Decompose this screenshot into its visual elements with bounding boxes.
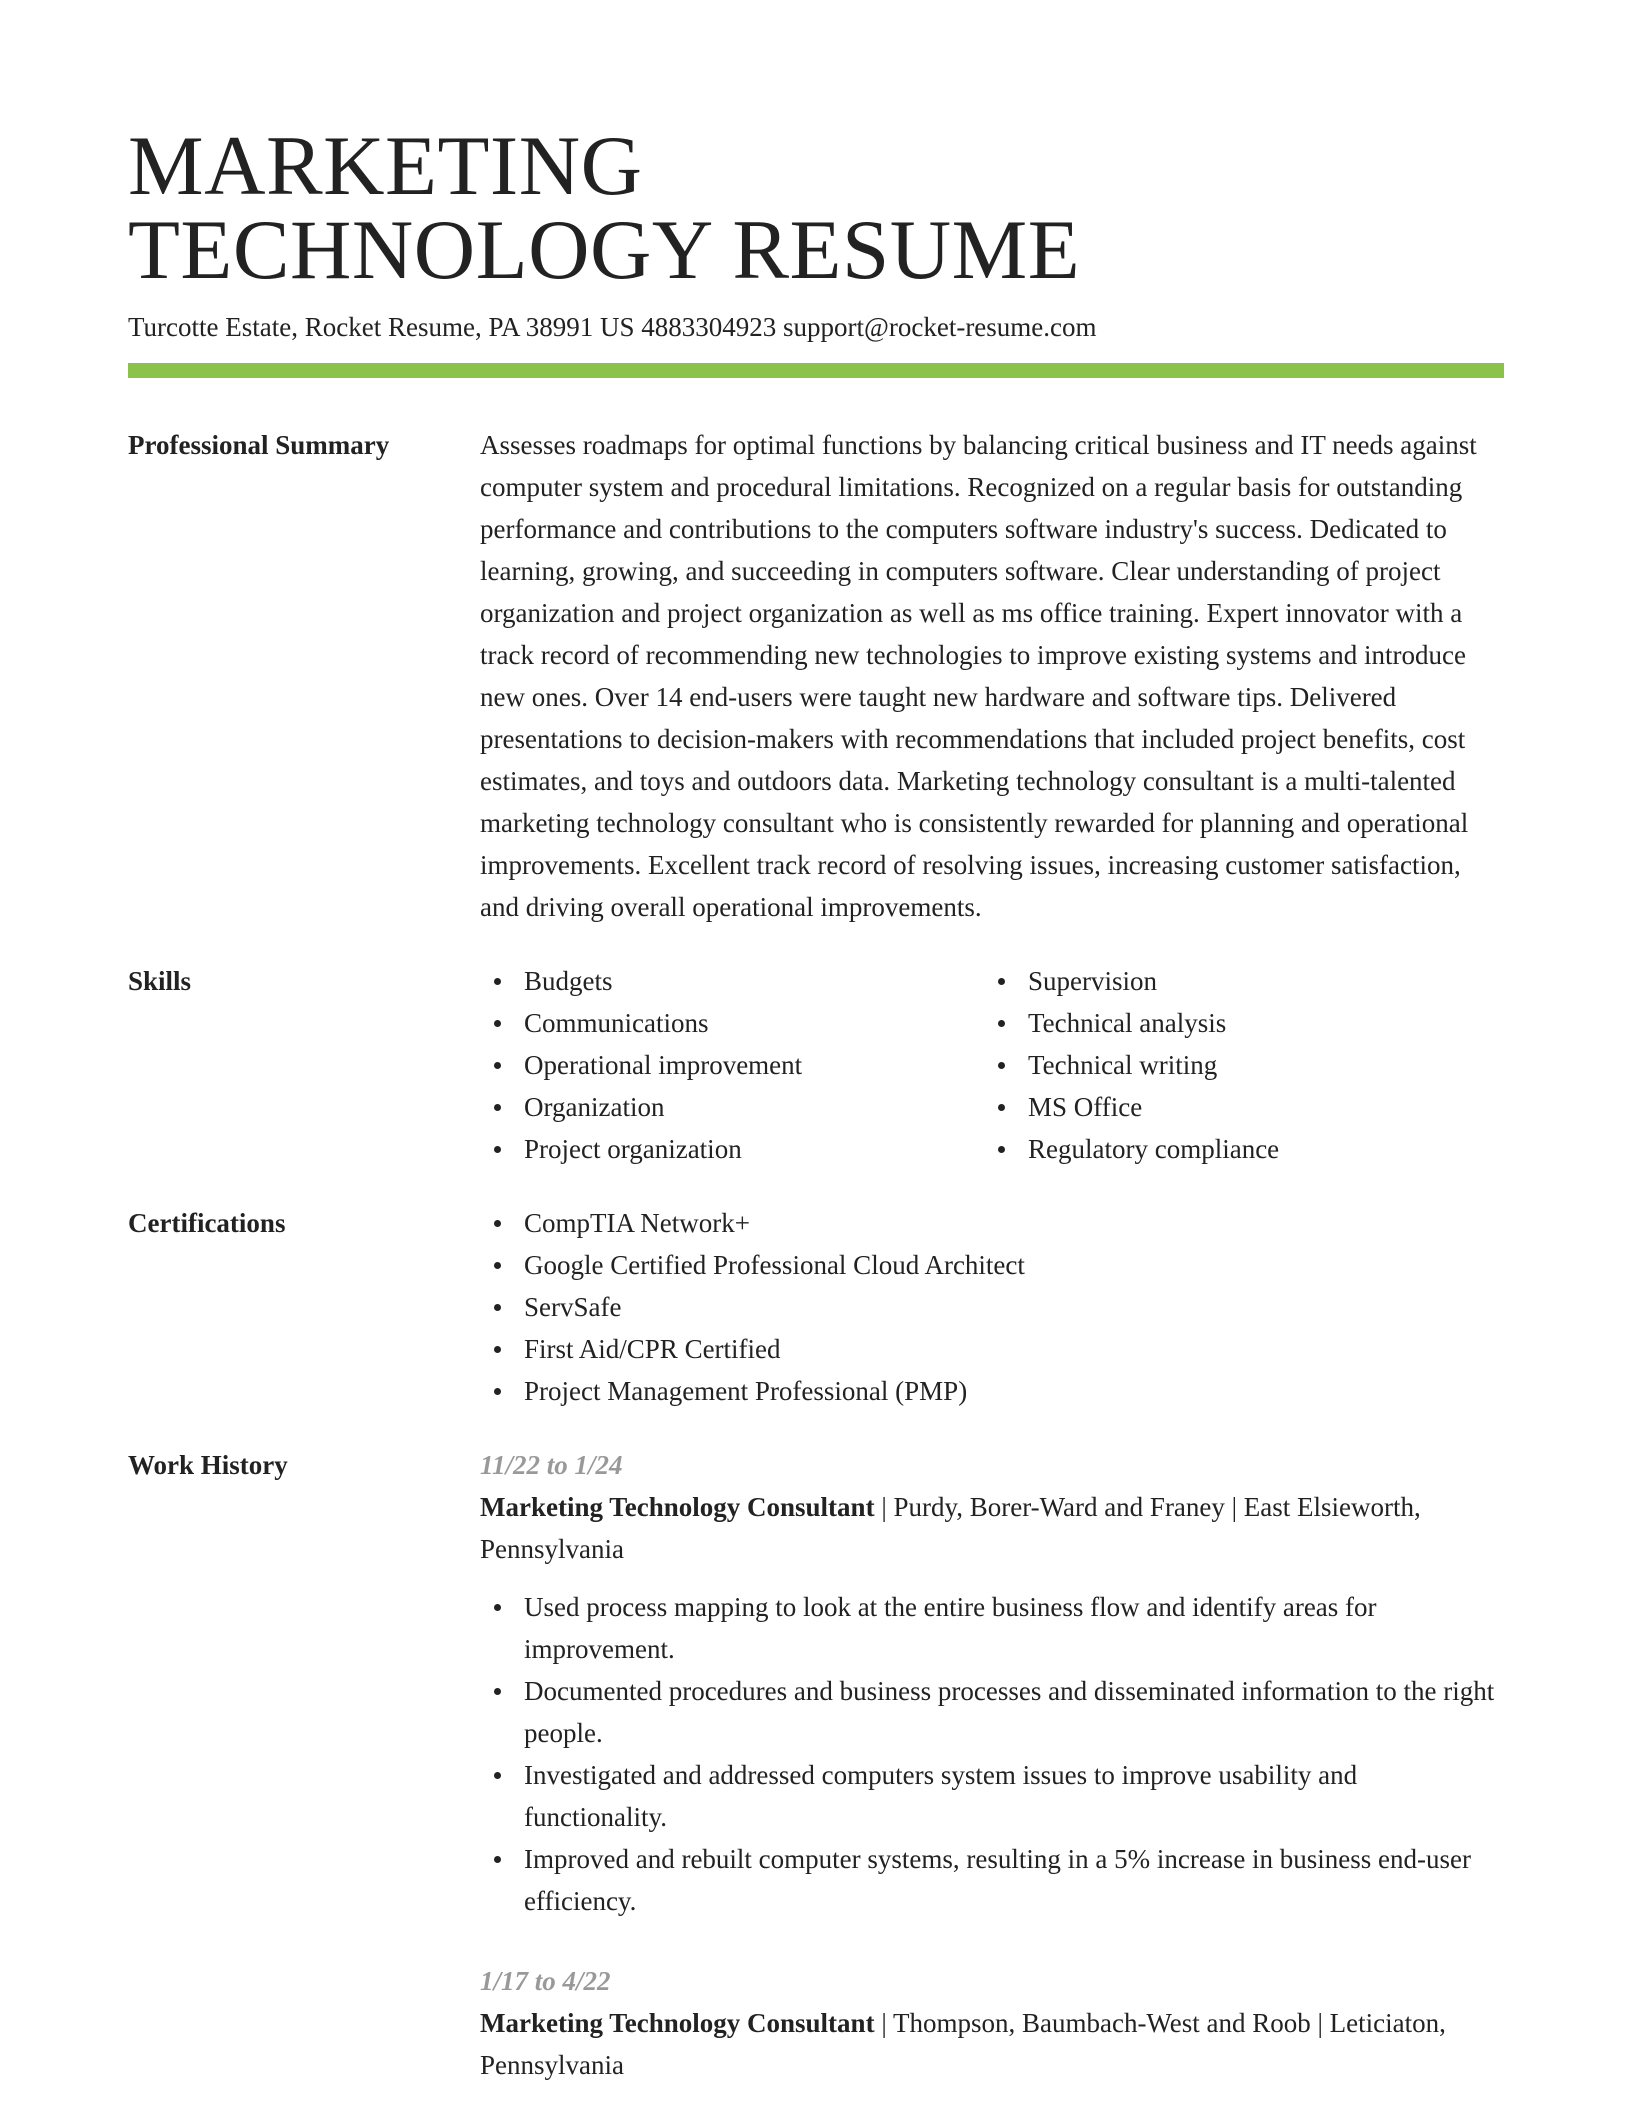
skill-item: Technical analysis [984, 1002, 1488, 1044]
certification-item: First Aid/CPR Certified [480, 1328, 1504, 1370]
job-heading [480, 1486, 1504, 1570]
skill-item: Regulatory compliance [984, 1128, 1488, 1170]
summary-body [480, 424, 1504, 928]
skills-body [480, 960, 1504, 1170]
section-label-summary: Professional Summary [128, 430, 390, 460]
skill-item: Budgets [480, 960, 984, 1002]
job-bullet: Investigated and addressed computers system issues to improve usability and functionality. [480, 1754, 1504, 1838]
certifications-body [480, 1202, 1504, 1412]
skill-item: Organization [480, 1086, 984, 1128]
accent-divider [128, 363, 1504, 378]
skill-item: MS Office [984, 1086, 1488, 1128]
skill-item: Communications [480, 1002, 984, 1044]
contact-line: Turcotte Estate, Rocket Resume, PA 38991 US 4883304923 support@rocket-resume.com [128, 312, 1097, 342]
certification-item: Google Certified Professional Cloud Architect [480, 1244, 1504, 1286]
job-details: | Purdy, Borer-Ward and Franey | East Elsieworth, Pennsylvania [480, 1492, 1421, 1564]
skill-item: Supervision [984, 960, 1488, 1002]
skill-item: Technical writing [984, 1044, 1488, 1086]
job-bullet: Improved and rebuilt computer systems, resulting in a 5% increase in business end-user efficiency. [480, 1838, 1504, 1922]
certifications-list [480, 1202, 1504, 1412]
job-heading [480, 2002, 1504, 2086]
job-bullet: Used process mapping to look at the entire business flow and identify areas for improvement. [480, 1586, 1504, 1670]
skill-item: Operational improvement [480, 1044, 984, 1086]
certification-item: Project Management Professional (PMP) [480, 1370, 1504, 1412]
job-dates: 1/17 to 4/22 [480, 1966, 611, 1996]
section-label-certifications: Certifications [128, 1208, 286, 1238]
certifications-section [128, 1202, 1504, 1412]
job-dates: 11/22 to 1/24 [480, 1450, 623, 1480]
resume-page [128, 0, 1504, 2086]
job-bullet: Documented procedures and business processes and disseminated information to the right people. [480, 1670, 1504, 1754]
job-details: | Thompson, Baumbach-West and Roob | Leticiaton, Pennsylvania [480, 2008, 1446, 2080]
title-line-2: TECHNOLOGY RESUME [128, 203, 1081, 297]
job-entry [480, 1960, 1504, 2086]
section-label-skills: Skills [128, 966, 192, 996]
job-title: Marketing Technology Consultant [480, 1492, 875, 1522]
work-history-body [480, 1444, 1504, 2086]
resume-title [128, 0, 1504, 297]
job-bullets [480, 1586, 1504, 1922]
summary-text: Assesses roadmaps for optimal functions by balancing critical business and IT needs against computer system and procedural limitations. Recognized on a regular basis for outstanding performance and contributions to the computers software industry's success. Dedicated to learning, growing, and succeeding in computers software. Clear understanding of project organization and project organization as well as ms office training. Expert innovator with a track record of recommending new technologies to improve existing systems and introduce new ones. Over 14 end-users were taught new hardware and software tips. Delivered presentations to decision-makers with recommendations that included project benefits, cost estimates, and toys and outdoors data. Marketing technology consultant is a multi-talented marketing technology consultant who is consistently rewarded for planning and operational improvements. Excellent track record of resolving issues, increasing customer satisfaction, and driving overall operational improvements. [480, 430, 1477, 922]
section-label-work-history: Work History [128, 1450, 288, 1480]
job-entry [480, 1444, 1504, 1922]
skills-list-left [480, 960, 984, 1170]
certification-item: CompTIA Network+ [480, 1202, 1504, 1244]
skill-item: Project organization [480, 1128, 984, 1170]
skills-section [128, 960, 1504, 1170]
summary-section [128, 424, 1504, 928]
certification-item: ServSafe [480, 1286, 1504, 1328]
job-title: Marketing Technology Consultant [480, 2008, 875, 2038]
title-line-1: MARKETING [128, 119, 643, 213]
skills-list-right [984, 960, 1488, 1170]
work-history-section [128, 1444, 1504, 2086]
